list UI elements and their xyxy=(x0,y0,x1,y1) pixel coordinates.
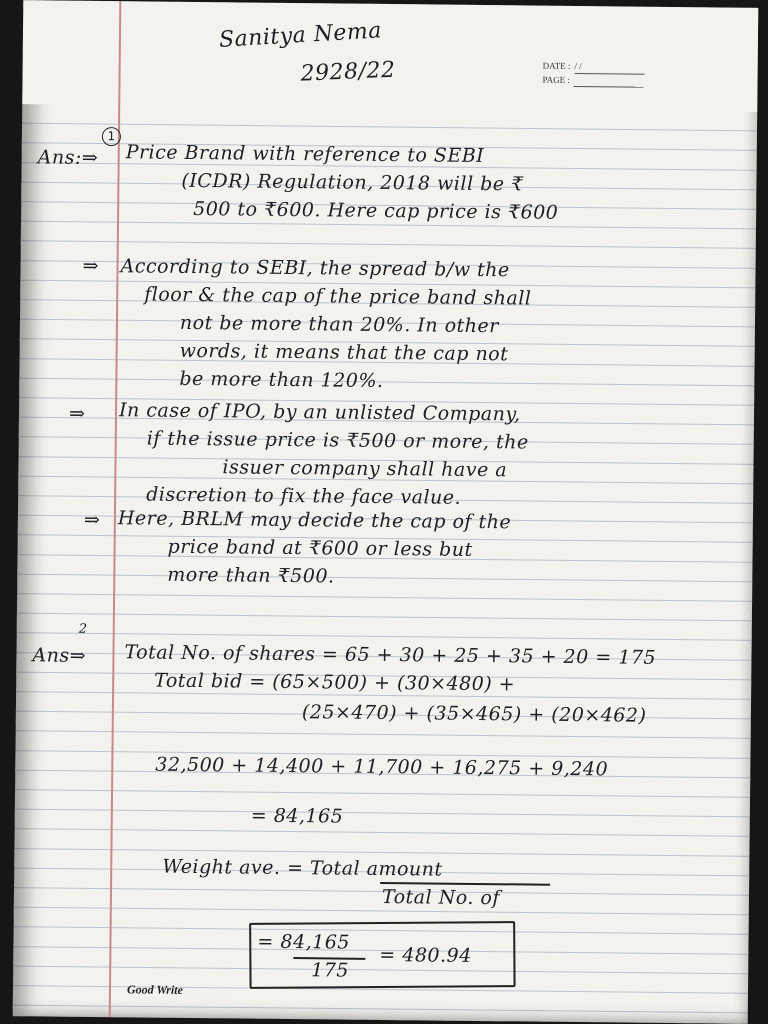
q2-weight-label: Weight ave. = Total amount xyxy=(162,855,443,881)
q1-point2-line: issuer company shall have a xyxy=(222,456,508,482)
q1-point2-line: discretion to fix the face value. xyxy=(146,483,462,509)
q1-point1-line: words, it means that the cap not xyxy=(179,339,509,366)
q2-result: = 84,165 xyxy=(250,804,344,828)
q1-point1-line: floor & the cap of the price band shall xyxy=(144,283,532,310)
page-fill xyxy=(574,74,644,88)
q1-line: 500 to ₹600. Here cap price is ₹600 xyxy=(193,197,559,224)
q2-sum-line: 32,500 + 14,400 + 11,700 + 16,275 + 9,240 xyxy=(155,753,609,781)
q1-point1-line: not be more than 20%. In other xyxy=(179,311,499,338)
q1-point3-line: Here, BRLM may decide the cap of the xyxy=(117,507,512,534)
q1-point3-line: more than ₹500. xyxy=(167,563,335,588)
page-label: PAGE : xyxy=(542,74,571,85)
q2-total-bid-line: (25×470) + (35×465) + (20×462) xyxy=(301,701,647,727)
q2-ans-label: Ans⇒ xyxy=(32,644,87,667)
fraction-bar xyxy=(380,882,550,885)
date-page-stamp xyxy=(542,60,644,88)
question-2-number: 2 xyxy=(78,621,88,637)
q1-point2-line: if the issue price is ₹500 or more, the xyxy=(146,427,529,454)
point-marker: ⇒ xyxy=(83,508,101,532)
date-value: / / xyxy=(574,60,644,75)
q2-weight-denominator: Total No. of xyxy=(381,885,501,910)
notebook-brand: Good Write xyxy=(126,982,183,997)
point-marker: ⇒ xyxy=(82,254,100,277)
q2-total-shares: Total No. of shares = 65 + 30 + 25 + 35 + 20 = 175 xyxy=(124,641,657,669)
student-name: Sanitya Nema xyxy=(218,18,383,53)
notebook-page xyxy=(13,0,759,1024)
q1-point3-line: price band at ₹600 or less but xyxy=(167,535,473,561)
question-1-number: 1 xyxy=(102,127,121,146)
q1-point1-line: According to SEBI, the spread b/w the xyxy=(120,255,510,282)
q2-total-bid-line: Total bid = (65×500) + (30×480) + xyxy=(154,669,516,696)
page-header-area xyxy=(22,0,758,112)
final-denominator: 175 xyxy=(311,959,350,982)
roll-number: 2928/22 xyxy=(300,57,396,87)
date-label: DATE : xyxy=(542,60,571,71)
q1-line: Price Brand with reference to SEBI xyxy=(125,141,485,168)
point-marker: ⇒ xyxy=(68,402,86,425)
q1-point2-line: In case of IPO, by an unlisted Company, xyxy=(118,399,521,426)
q1-point1-line: be more than 120%. xyxy=(179,367,384,392)
q1-line: (ICDR) Regulation, 2018 will be ₹ xyxy=(181,169,524,196)
final-answer: = 480.94 xyxy=(379,943,472,967)
final-numerator: = 84,165 xyxy=(257,930,351,954)
q1-ans-label: Ans:⇒ xyxy=(37,146,99,169)
